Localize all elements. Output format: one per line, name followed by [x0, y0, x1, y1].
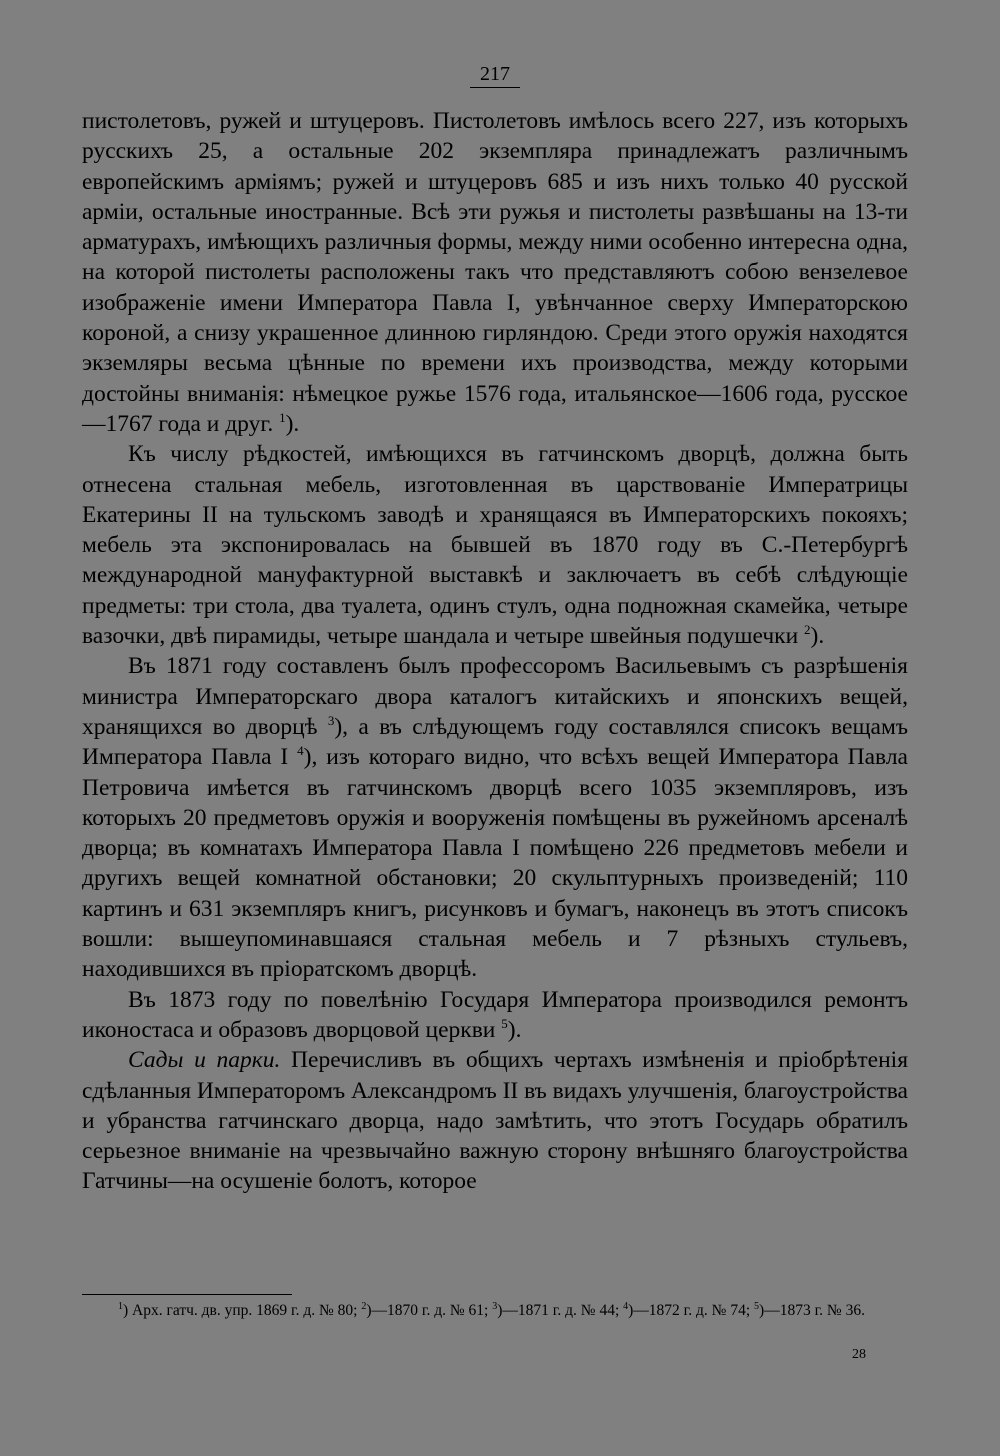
text-run: ). — [507, 1016, 522, 1043]
text-run: Перечисливъ въ общихъ чертахъ измѣненія и пріобрѣтенія сдѣланныя Императоромъ Александромъ II въ видахъ улучшенія, благоустройства и убранства гатчинскаго дворца, надо замѣтить, что этотъ Государь обратилъ серьезное вниманіе на чрезвычайно важную сторону внѣшняго благоустройства Гатчины—на осушеніе болотъ, которое — [82, 1047, 908, 1195]
page-number-underline — [470, 87, 520, 88]
text-run: ), а въ слѣдующемъ году составлялся списокъ вещамъ Императора Павла I — [82, 713, 908, 771]
paragraph — [82, 1045, 908, 1196]
footnote-marker: 5 — [754, 1300, 760, 1312]
text-run: )—1871 г. д. № 44; — [497, 1302, 624, 1319]
text-run: Къ числу рѣдкостей, имѣющихся въ гатчинскомъ дворцѣ, должна быть отнесена стальная мебель, изготовленная въ царствованіе Императрицы Екатерины II на тульскомъ заводѣ и хранящаяся въ Императорскихъ покояхъ; мебель эта экспонировалась на бывшей въ 1870 году въ С.-Петербургѣ международной мануфактурной выставкѣ и заключаетъ въ себѣ слѣдующіе предметы: три стола, два туалета, одинъ стулъ, одна подножная скамейка, четыре вазочки, двѣ пирамиды, четыре шандала и четыре швейныя подушечки — [82, 441, 908, 650]
text-run: )—1872 г. д. № 74; — [628, 1302, 755, 1319]
body-text — [82, 106, 908, 1197]
footnote-marker: 4 — [623, 1300, 629, 1312]
footnote-marker: 4 — [297, 743, 304, 759]
printer-signature-mark: 28 — [852, 1347, 866, 1362]
paragraph — [82, 106, 908, 439]
footnote-entry — [82, 1300, 908, 1321]
text-run: ). — [285, 410, 300, 437]
footnote-marker: 1 — [118, 1300, 123, 1312]
text-run: ). — [810, 623, 825, 650]
page-number: 217 — [480, 63, 510, 85]
footnote-marker: 3 — [327, 713, 335, 729]
footnote-marker: 2 — [361, 1300, 367, 1312]
footnotes — [82, 1300, 908, 1321]
text-run: )—1870 г. д. № 61; — [366, 1302, 493, 1319]
footnote-marker: 5 — [501, 1016, 508, 1032]
text-run: ), изъ котораго видно, что всѣхъ вещей Императора Павла Петровича имѣется въ гатчинскомъ дворцѣ всего 1035 экземпляровъ, изъ которыхъ 20 предметовъ оружія и вооруженія помѣщены въ ружейномъ арсеналѣ дворца; въ комнатахъ Императора Павла I помѣщено 226 предметовъ мебели и другихъ вещей комнатной обстановки; 20 скульптурныхъ произведеній; 110 картинъ и 631 экземпляръ книгъ, рисунковъ и бумагъ, наконецъ въ этотъ списокъ вошли: вышеупоминавшаяся стальная мебель и 7 рѣзныхъ стульевъ, находившихся въ пріоратскомъ дворцѣ. — [82, 744, 908, 983]
text-run: )—1873 г. № 36. — [759, 1302, 865, 1319]
text-run: пистолетовъ, ружей и штуцеровъ. Пистолетовъ имѣлось всего 227, изъ которыхъ русскихъ 25, а остальные 202 экземпляра принадлежатъ различнымъ европейскимъ арміямъ; ружей и штуцеровъ 685 и изъ нихъ только 40 русской арміи, остальные иностранные. Всѣ эти ружья и пистолеты развѣшаны на 13-ти арматурахъ, имѣющихъ различныя формы, между ними особенно интересна одна, на которой пистолеты расположены такъ что представляютъ собою вензелевое изображеніе имени Императора Павла I, увѣнчанное сверху Императорскою короной, а снизу украшенное длинною гирляндою. Среди этого оружія находятся экземляры весьма цѣнные по времени ихъ производства, между которыми достойны вниманія: нѣмецкое ружье 1576 года, итальянское—1606 года, русское—1767 года и друг. — [82, 108, 908, 437]
footnote-separator — [82, 1294, 292, 1295]
footnote-marker: 2 — [804, 622, 811, 638]
footnote-marker: 1 — [279, 410, 286, 426]
paragraph — [82, 985, 908, 1046]
text-run: ) Арх. гатч. дв. упр. 1869 г. д. № 80; — [123, 1302, 362, 1319]
text-run: Въ 1871 году составленъ былъ профессоромъ Васильевымъ съ разрѣшенія министра Императорскаго двора каталогъ китайскихъ и японскихъ вещей, хранящихся во дворцѣ — [82, 653, 908, 740]
footnote-marker: 3 — [492, 1300, 498, 1312]
section-heading-inline: Сады и парки. — [128, 1047, 281, 1074]
paragraph — [82, 439, 908, 651]
paragraph — [82, 651, 908, 984]
text-run: Въ 1873 году по повелѣнію Государя Императора производился ремонтъ иконостаса и образовъ дворцовой церкви — [82, 986, 908, 1043]
